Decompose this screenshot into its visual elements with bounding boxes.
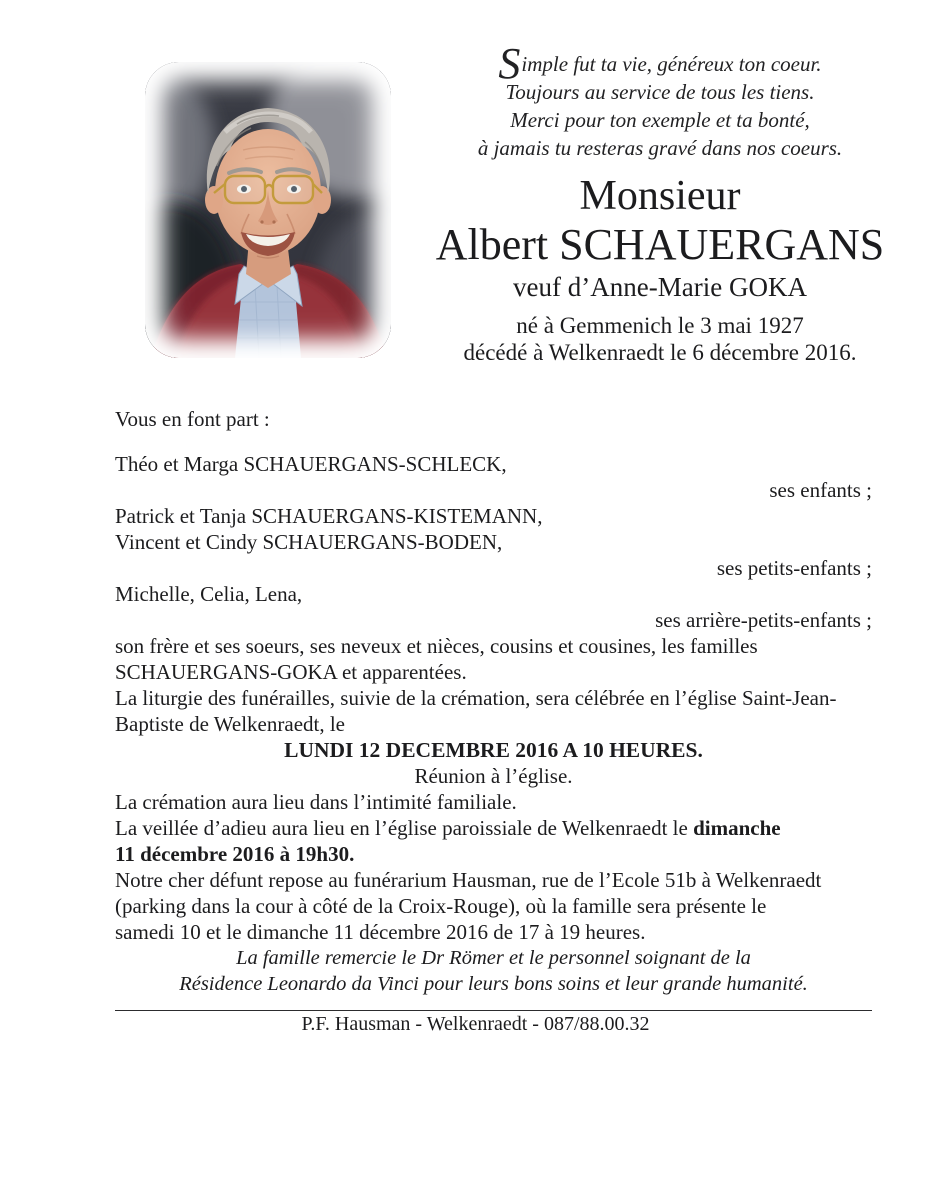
liturgy-line-2: Baptiste de Welkenraedt, le (115, 712, 346, 736)
epigraph-line-2: Toujours au service de tous les tiens. (505, 80, 815, 104)
epigraph-line-3: Merci pour ton exemple et ta bonté, (510, 108, 810, 132)
vigil-date-bold-2: 11 décembre 2016 à 19h30. (115, 842, 355, 866)
ceremony-datetime: LUNDI 12 DECEMBRE 2016 A 10 HEURES. (284, 738, 703, 762)
relatives-line-2: SCHAUERGANS-GOKA et apparentées. (115, 660, 467, 684)
deceased-birth: né à Gemmenich le 3 mai 1927 (516, 313, 804, 338)
cremation-line: La crémation aura lieu dans l’intimité familiale. (115, 790, 517, 814)
epigraph-block (420, 39, 900, 162)
family-list (115, 451, 872, 633)
deceased-honorific: Monsieur (579, 173, 741, 219)
deceased-name: Albert SCHAUERGANS (435, 220, 885, 269)
epigraph-line-4: à jamais tu resteras gravé dans nos coeurs. (477, 136, 843, 160)
grandchildren-names-1: Patrick et Tanja SCHAUERGANS-KISTEMANN, (115, 504, 543, 528)
liturgy-line-1: La liturgie des funérailles, suivie de la crémation, sera célébrée en l’église Saint-Jean- (115, 686, 837, 710)
meeting-line: Réunion à l’église. (414, 764, 573, 788)
announcement-intro: Vous en font part : (115, 407, 270, 431)
children-label: ses enfants ; (769, 478, 872, 502)
epigraph-line-1 (420, 39, 900, 88)
funeral-home-footer: P.F. Hausman - Welkenraedt - 087/88.00.32 (301, 1013, 650, 1035)
repose-line-3: samedi 10 et le dimanche 11 décembre 2016 de 17 à 19 heures. (115, 920, 646, 944)
thanks-line-2: Résidence Leonardo da Vinci pour leurs bons soins et leur grande humanité. (179, 973, 808, 995)
deceased-death: décédé à Welkenraedt le 6 décembre 2016. (463, 340, 857, 365)
thanks-line-1: La famille remercie le Dr Römer et le personnel soignant de la (236, 947, 751, 969)
relatives-line-1: son frère et ses soeurs, ses neveux et nièces, cousins et cousines, les familles (115, 634, 758, 658)
grandchildren-names-2: Vincent et Cindy SCHAUERGANS-BODEN, (115, 530, 503, 554)
repose-line-2: (parking dans la cour à côté de la Croix-Rouge), où la famille sera présente le (115, 894, 767, 918)
repose-paragraph (115, 867, 872, 945)
repose-line-1: Notre cher défunt repose au funérarium Hausman, rue de l’Ecole 51b à Welkenraedt (115, 868, 822, 892)
liturgy-paragraph (115, 685, 872, 737)
deceased-title-block (410, 172, 910, 366)
epigraph-line-1-text: imple fut ta vie, généreux ton coeur. (521, 52, 822, 76)
deceased-relation: veuf d’Anne-Marie GOKA (513, 272, 807, 302)
deceased-photo (145, 62, 391, 358)
grandchildren-label: ses petits-enfants ; (716, 556, 872, 580)
great-grandchildren-label: ses arrière-petits-enfants ; (655, 608, 872, 632)
vigil-date-bold-1: dimanche (693, 816, 781, 840)
relatives-paragraph (115, 633, 872, 685)
vigil-paragraph (115, 815, 872, 867)
thanks-paragraph (115, 945, 872, 997)
portrait-illustration (145, 62, 391, 358)
announcement-body (115, 406, 872, 1037)
epigraph-initial: S (498, 39, 522, 88)
vigil-text: La veillée d’adieu aura lieu en l’église paroissiale de Welkenraedt le (115, 816, 694, 840)
deceased-vitals (410, 312, 910, 366)
great-grandchildren-names: Michelle, Celia, Lena, (115, 582, 303, 606)
children-names: Théo et Marga SCHAUERGANS-SCHLECK, (115, 452, 507, 476)
